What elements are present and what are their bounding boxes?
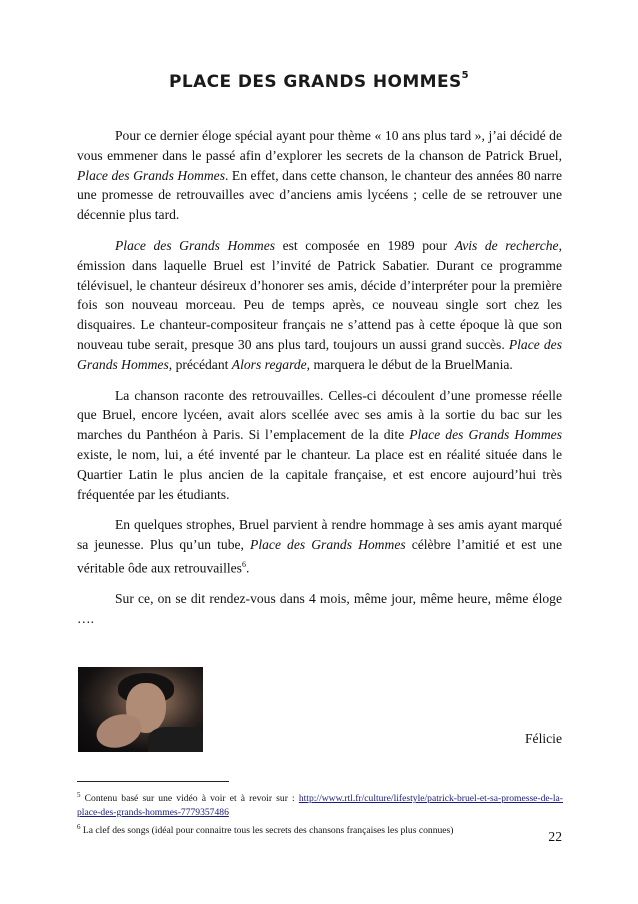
title-text: PLACE DES GRANDS HOMMES (169, 72, 462, 92)
paragraph-4-text-c: célèbre l’amitié et est une véritable ôde aux retrouvailles (77, 537, 562, 576)
paragraph-2-text-d: , émission dans laquelle Bruel est l’invité de Patrick Sabatier. Durant ce programme télévisuel, le chanteur désireux d’honorer ses amis, décide d’interpréter pour la première fois son nouveau morceau. Peu de temps après, ce nouveau single sort chez les disquaires. Le chanteur-compositeur français ne s’attend pas à cette époque là que son nouveau tube serait, presque 30 ans plus tard, toujours un aussi grand succès. (77, 237, 562, 352)
footnote-5-link[interactable]: http://www.rtl.fr/culture/lifestyle/patrick-bruel-et-sa-promesse-de-la-place-des-grands-hommes-7779357486 (77, 793, 563, 819)
song-title-ref-2: Alors regarde, (231, 356, 311, 372)
footnote-5 (77, 788, 563, 820)
paragraph-4 (77, 515, 562, 578)
footnote-ref-6[interactable]: 6 (241, 559, 246, 569)
photo-shirt (148, 727, 203, 752)
artist-photo (78, 667, 203, 752)
footnote-divider (77, 781, 229, 782)
paragraph-5-text-a: Sur ce, on se dit rendez-vous dans 4 mois, même jour, même heure, même éloge …. (77, 591, 562, 627)
author-signature: Félicie (525, 731, 562, 746)
footnote-5-text: Contenu basé sur une vidéo à voir et à revoir sur : (80, 793, 299, 805)
paragraph-2-text-h: marquera le début de la BruelMania. (310, 356, 513, 372)
page-number: 22 (548, 829, 562, 844)
paragraph-1-text-c: . En effet, dans cette chanson, le chanteur des années 80 narre une promesse de retrouvailles avec d’anciens amis lycéens ; celle de se retrouver une décennie plus tard. (77, 167, 563, 223)
song-title-ref: Place des Grands Hommes (409, 427, 562, 443)
paragraph-1 (77, 126, 562, 225)
page-title (0, 72, 638, 92)
footnote-6-text: La clef des songs (idéal pour connaitre tous les secrets des chansons françaises les plus connues) (80, 825, 454, 837)
paragraph-4-text-a: En quelques strophes, Bruel parvient à rendre hommage à ses amis ayant marqué sa jeunesse. Plus qu’un tube, (77, 517, 562, 553)
paragraph-5 (77, 589, 562, 629)
song-title-ref: Place des Grands Hommes (115, 237, 276, 253)
song-title-ref: Place des Grands Hommes (77, 336, 563, 372)
show-title-ref: Avis de recherche (454, 237, 559, 253)
paragraph-3-text-c: existe, le nom, lui, a été inventé par le chanteur. La place est en réalité située dans le Quartier Latin le plus ancien de la capitale française, et est encore aujourd’hui très fréquentée par les étudiants. (77, 446, 562, 502)
paragraph-1-text-a: Pour ce dernier éloge spécial ayant pour thème « 10 ans plus tard », j’ai décidé de vous emmener dans le passé afin d’explorer les secrets de la chanson de Patrick Bruel, (77, 128, 562, 163)
footnote-6 (77, 820, 563, 838)
article-body (77, 126, 562, 640)
footnote-5-number: 5 (77, 791, 81, 799)
paragraph-3-text-a: La chanson raconte des retrouvailles. Celles-ci découlent d’une promesse réelle que Bruel, encore lycéen, avait alors scellée avec ses amis à la sortie du bac sur les marches du Panthéon à Paris. Si l’emplacement de la dite (77, 387, 562, 443)
footnotes (77, 788, 563, 838)
paragraph-2-text-b: est composée en 1989 pour (275, 237, 455, 253)
song-title-ref: Place des Grands Hommes (250, 537, 406, 553)
song-title-ref: Place des Grands Hommes (77, 167, 225, 183)
paragraph-2-text-f: , précédant (168, 356, 232, 372)
paragraph-2 (77, 236, 562, 375)
paragraph-3 (77, 386, 562, 505)
footnote-6-number: 6 (77, 823, 81, 832)
paragraph-4-text-d: . (245, 560, 250, 576)
title-footnote-ref[interactable]: 5 (461, 70, 469, 82)
